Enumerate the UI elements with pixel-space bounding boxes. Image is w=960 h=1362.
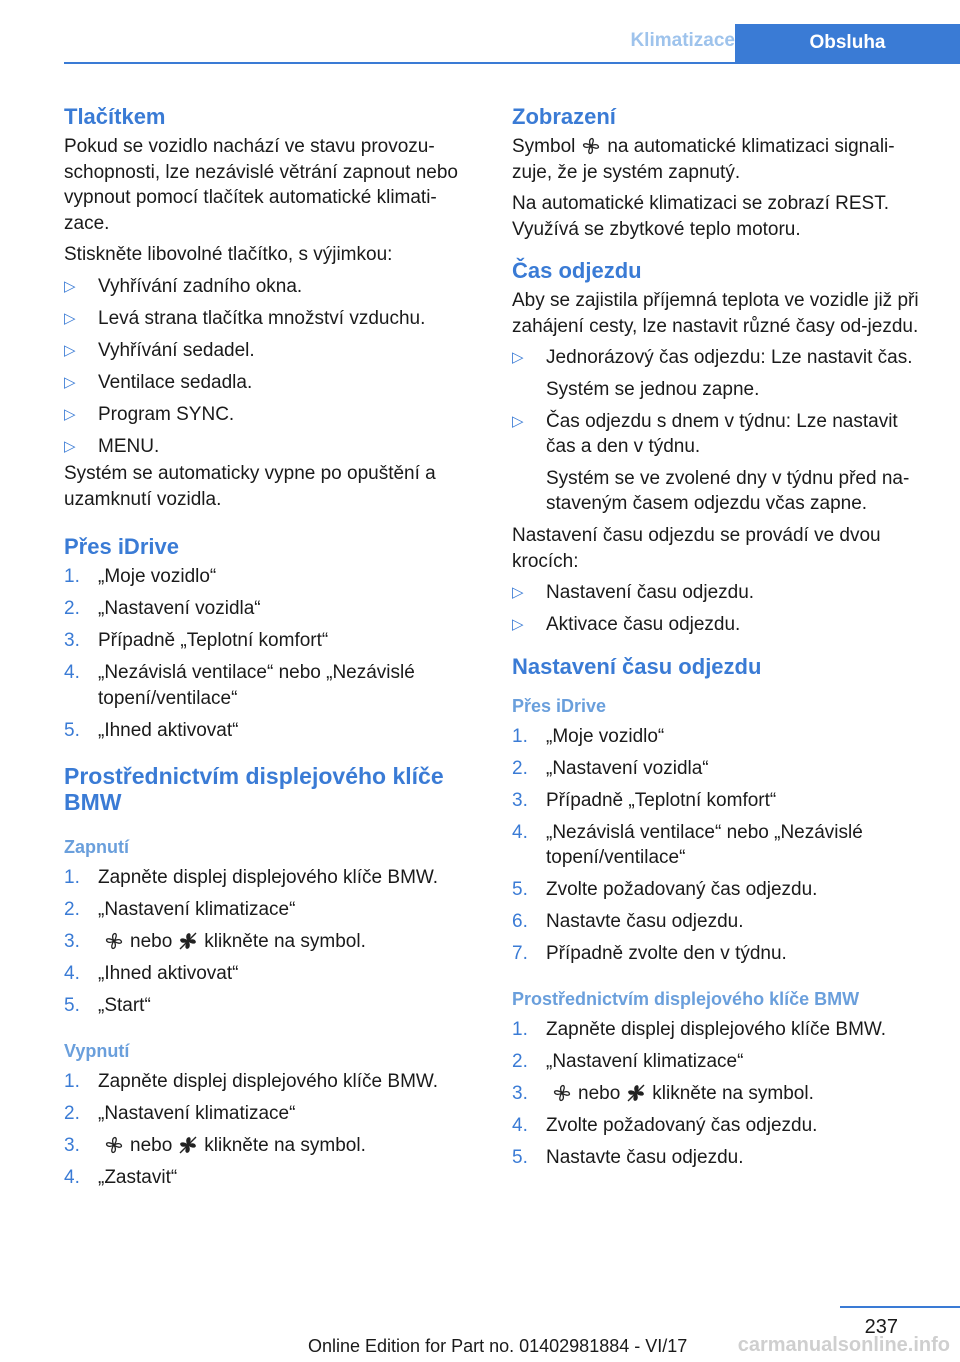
bullet-triangle-icon: ▷ (512, 584, 524, 601)
paragraph: Na automatické klimatizaci se zobrazí REST. Využívá se zbytkové teplo motoru. (512, 193, 889, 240)
page-header (64, 24, 960, 64)
fan-filled-icon (626, 1083, 646, 1103)
list-number: 4. (64, 963, 80, 984)
list-item-text: Případně „Teplotní komfort“ (98, 630, 329, 651)
list-item (512, 580, 927, 606)
list-item-text: „Nastavení vozidla“ (546, 757, 709, 779)
list-item (512, 820, 927, 871)
list-item-text: klikněte na symbol. (204, 931, 366, 952)
list-item-text: Vyhřívání zadního okna. (98, 275, 303, 297)
list-item-text: Program SYNC. (98, 403, 235, 425)
list-item-text: klikněte na symbol. (204, 1134, 366, 1156)
paragraph-text: na automatické klimatizaci signali-zuje, že je systém zapnutý. (512, 136, 895, 183)
list-number: 1. (512, 1018, 528, 1040)
bullet-list (512, 580, 927, 638)
subheading-zapnuti: Zapnutí (64, 837, 129, 857)
list-item-text: Nastavení času odjezdu. (546, 582, 755, 603)
list-number: 1. (512, 725, 528, 747)
list-item (64, 1101, 479, 1127)
left-column (64, 102, 479, 1197)
list-item-text: „Zastavit“ (98, 1166, 178, 1188)
list-item (512, 612, 927, 638)
fan-outline-icon (104, 1135, 124, 1155)
list-item-subtext: Systém se ve zvolené dny v týdnu před na-staveným časem odjezdu včas zapne. (546, 467, 910, 514)
list-item (512, 756, 927, 782)
heading-pres-idrive: Přes iDrive (64, 534, 179, 559)
list-item (512, 1081, 927, 1107)
list-item (512, 345, 927, 402)
list-item-text: „Start“ (98, 995, 151, 1016)
list-number: 4. (64, 1166, 80, 1188)
list-number: 6. (512, 911, 528, 932)
bullet-triangle-icon: ▷ (512, 616, 524, 633)
list-item (64, 865, 479, 891)
list-item (512, 788, 927, 814)
list-number: 5. (64, 719, 80, 741)
list-item-text: Případně „Teplotní komfort“ (546, 789, 777, 811)
list-item (512, 1113, 927, 1139)
bullet-list (512, 345, 927, 517)
list-item (512, 1017, 927, 1043)
fan-outline-icon (104, 931, 124, 951)
list-item (64, 993, 479, 1019)
list-item-text: Zvolte požadovaný čas odjezdu. (546, 1114, 818, 1136)
list-item (64, 897, 479, 923)
edition-note: Online Edition for Part no. 01402981884 - VI/17 (308, 1336, 688, 1356)
list-item-text: „Ihned aktivovat“ (98, 719, 239, 741)
subheading-display-key: Prostřednictvím displejového klíče BMW (512, 988, 860, 1009)
list-number: 2. (512, 1050, 528, 1072)
bullet-triangle-icon: ▷ (64, 373, 76, 391)
list-item-text: „Nezávislá ventilace“ nebo „Nezávislé topení/ventilace“ (546, 821, 863, 868)
paragraph: Nastavení času odjezdu se provádí ve dvou krocích: (512, 525, 881, 572)
list-item-text: „Moje vozidlo“ (546, 725, 665, 747)
paragraph: Aby se zajistila příjemná teplota ve vozidle již při zahájení cesty, lze nastavit různé časy od-jezdu. (512, 290, 919, 337)
list-item-text: Zapněte displej displejového klíče BMW. (98, 1070, 439, 1092)
list-item-text: Aktivace času odjezdu. (546, 614, 741, 635)
list-item-text: „Ihned aktivovat“ (98, 963, 239, 984)
numbered-list (64, 865, 479, 1019)
list-item-text: Zvolte požadovaný čas odjezdu. (546, 879, 818, 900)
list-item-text: „Nastavení klimatizace“ (98, 899, 296, 920)
list-item-text: „Moje vozidlo“ (98, 566, 217, 587)
list-item-text: Zapněte displej displejového klíče BMW. (98, 867, 439, 888)
paragraph (512, 134, 927, 185)
list-item (64, 434, 479, 460)
list-item (64, 1069, 479, 1095)
numbered-list (512, 1017, 927, 1171)
list-number: 2. (64, 899, 80, 920)
subheading-vypnuti: Vypnutí (64, 1040, 130, 1061)
list-item-text: „Nastavení klimatizace“ (546, 1050, 744, 1072)
list-item-text: Zapněte displej displejového klíče BMW. (546, 1018, 887, 1040)
list-number: 4. (512, 821, 528, 843)
list-item-text: Ventilace sedadla. (98, 371, 253, 393)
bullet-triangle-icon: ▷ (512, 412, 524, 430)
header-section-label: Klimatizace (630, 30, 735, 51)
list-number: 2. (64, 1102, 80, 1124)
bullet-triangle-icon: ▷ (64, 405, 76, 423)
bullet-triangle-icon: ▷ (64, 437, 76, 455)
list-item-text: Levá strana tlačítka množství vzduchu. (98, 307, 426, 329)
bullet-triangle-icon: ▷ (512, 349, 524, 366)
page-number: 237 (864, 1316, 898, 1338)
list-item (512, 909, 927, 935)
list-number: 2. (64, 598, 80, 619)
watermark-logo: carmanualsonline.info (737, 1334, 950, 1356)
numbered-list (64, 1069, 479, 1191)
numbered-list (512, 724, 927, 967)
list-item (64, 628, 479, 654)
list-item-text: Jednorázový čas odjezdu: Lze nastavit čas. (546, 347, 913, 368)
list-item (512, 724, 927, 750)
list-item (64, 929, 479, 955)
list-item (512, 1049, 927, 1075)
list-item-text: nebo (130, 1134, 173, 1156)
heading-display-key: Prostřednictvím displejového klíče BMW (64, 763, 444, 815)
list-item (64, 564, 479, 590)
paragraph-text: Symbol (512, 136, 576, 157)
fan-outline-icon (552, 1083, 572, 1103)
list-number: 2. (512, 757, 528, 779)
list-item (64, 660, 479, 711)
list-number: 3. (512, 789, 528, 811)
list-item (64, 718, 479, 744)
list-number: 5. (512, 879, 528, 900)
list-item-subtext: Systém se jednou zapne. (546, 378, 760, 400)
list-item (512, 1145, 927, 1171)
fan-filled-icon (178, 931, 198, 951)
list-number: 5. (512, 1146, 528, 1168)
list-item (64, 1165, 479, 1191)
bullet-triangle-icon: ▷ (64, 277, 76, 295)
subheading-pres-idrive: Přes iDrive (512, 695, 607, 716)
list-item (64, 402, 479, 428)
heading-zobrazeni: Zobrazení (512, 104, 616, 129)
paragraph: Stiskněte libovolné tlačítko, s výjimkou: (64, 244, 393, 265)
list-item-text: nebo (130, 931, 173, 952)
list-number: 3. (512, 1082, 528, 1104)
numbered-list (64, 564, 479, 743)
list-number: 5. (64, 995, 80, 1016)
list-item-text: „Nastavení vozidla“ (98, 598, 261, 619)
list-item-text: „Nastavení klimatizace“ (98, 1102, 296, 1124)
list-item (64, 338, 479, 364)
list-number: 1. (64, 867, 80, 888)
list-number: 3. (64, 630, 80, 651)
list-item (64, 306, 479, 332)
list-item (64, 961, 479, 987)
list-item-text: „Nezávislá ventilace“ nebo „Nezávislé topení/ventilace“ (98, 662, 415, 709)
list-number: 3. (64, 931, 80, 952)
paragraph: Pokud se vozidlo nachází ve stavu provozu-schopnosti, lze nezávislé větrání zapnout nebo vypnout pomocí tlačítek automatické klimati-zace. (64, 136, 458, 234)
list-number: 1. (64, 1070, 80, 1092)
list-item (64, 1133, 479, 1159)
list-number: 1. (64, 566, 80, 587)
list-number: 3. (64, 1134, 80, 1156)
list-number: 7. (512, 943, 528, 964)
list-item (64, 370, 479, 396)
bullet-triangle-icon: ▷ (64, 309, 76, 327)
list-item-text: nebo (578, 1082, 621, 1104)
footer-rule (840, 1306, 960, 1308)
header-tab: Obsluha (735, 24, 960, 62)
list-number: 4. (512, 1114, 528, 1136)
list-item (512, 941, 927, 967)
paragraph: Systém se automaticky vypne po opuštění a uzamknutí vozidla. (64, 463, 436, 510)
heading-nastaveni-casu: Nastavení času odjezdu (512, 653, 762, 679)
fan-filled-icon (178, 1135, 198, 1155)
list-item (64, 274, 479, 300)
list-item-text: Nastavte času odjezdu. (546, 1146, 744, 1168)
fan-outline-icon (581, 136, 601, 156)
bullet-list (64, 274, 479, 460)
list-item (512, 409, 927, 517)
list-item (512, 877, 927, 903)
list-number: 4. (64, 662, 80, 683)
right-column (512, 102, 927, 1177)
list-item-text: Nastavte času odjezdu. (546, 911, 744, 932)
heading-cas-odjezdu: Čas odjezdu (512, 258, 642, 283)
list-item-text: Čas odjezdu s dnem v týdnu: Lze nastavit čas a den v týdnu. (546, 410, 898, 457)
list-item-text: MENU. (98, 435, 160, 457)
heading-tlacitkem: Tlačítkem (64, 104, 166, 129)
list-item-text: Vyhřívání sedadel. (98, 339, 255, 361)
list-item-text: klikněte na symbol. (652, 1082, 814, 1104)
list-item-text: Případně zvolte den v týdnu. (546, 943, 787, 964)
list-item (64, 596, 479, 622)
bullet-triangle-icon: ▷ (64, 341, 76, 359)
